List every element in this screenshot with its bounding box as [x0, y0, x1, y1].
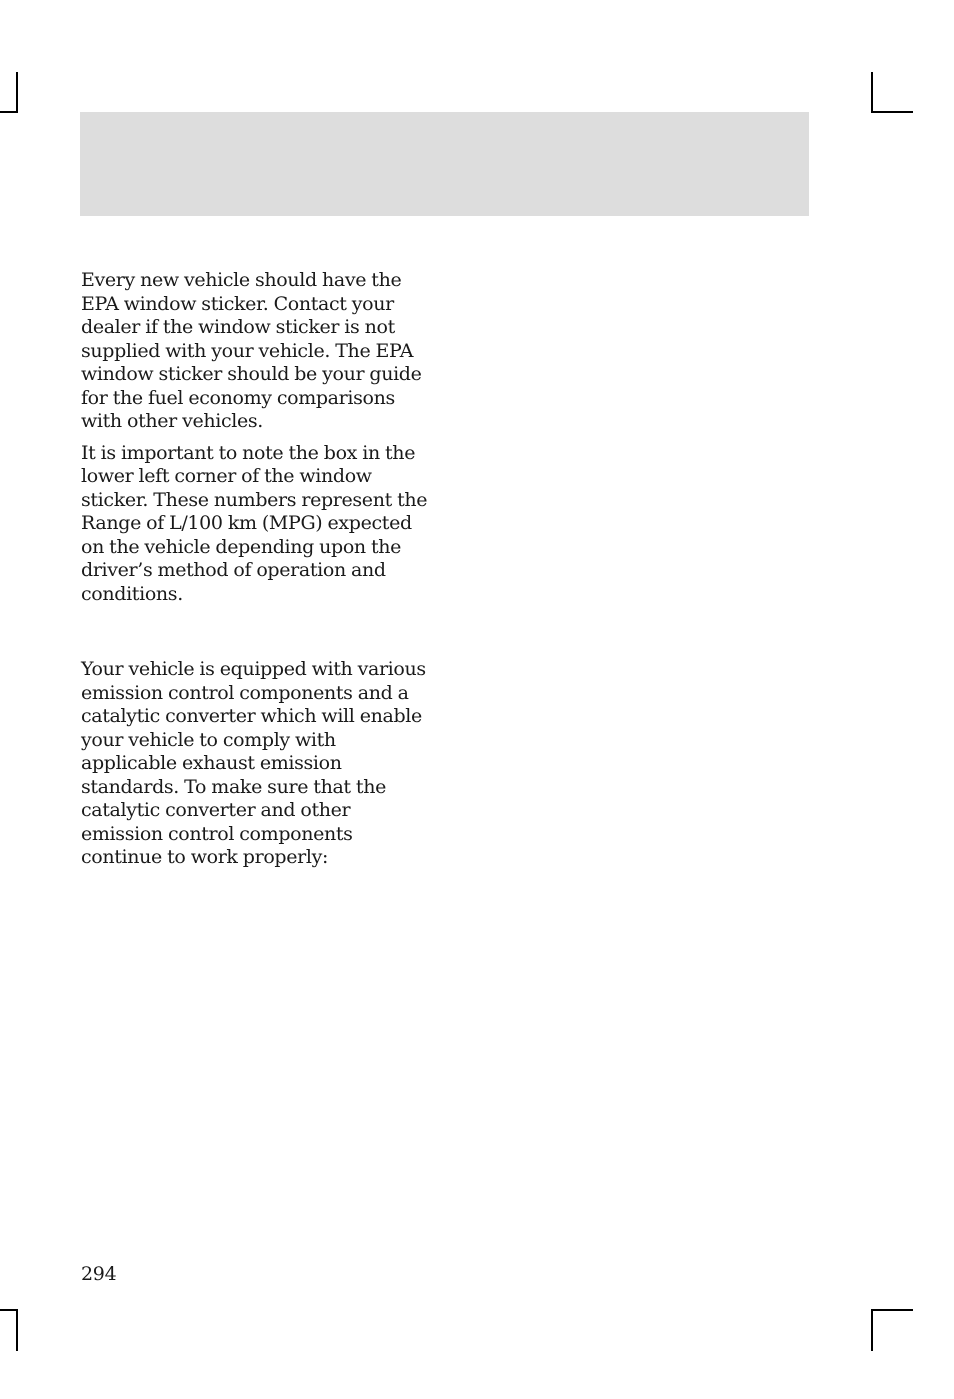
crop-mark-top-right-horizontal	[871, 111, 913, 113]
paragraph-epa-sticker: Every new vehicle should have the EPA window sticker. Contact your dealer if the window sticker is not supplied with your vehicle. The EPA window sticker should be your guide for the fuel economy comparisons with other vehicles.	[81, 269, 422, 432]
header-bar	[80, 112, 809, 216]
crop-mark-top-right-vertical	[871, 72, 873, 113]
paragraph-emission-control: Your vehicle is equipped with various emission control components and a catalytic converter which will enable your vehicle to comply with applicable exhaust emission standards. To make sure that the catalytic converter and other emission control components continue to work properly:	[81, 658, 426, 868]
crop-mark-bottom-right-vertical	[871, 1309, 873, 1351]
page-number: 294	[81, 1263, 117, 1285]
paragraph-window-sticker-box: It is important to note the box in the lower left corner of the window sticker. These numbers represent the Range of L/100 km (MPG) expected on the vehicle depending upon the driver’s method of operation and conditions.	[81, 441, 428, 605]
crop-mark-bottom-left-vertical	[16, 1309, 18, 1351]
crop-mark-top-left-vertical	[16, 72, 18, 113]
text-column	[81, 269, 431, 870]
crop-mark-top-left-horizontal	[0, 111, 18, 113]
crop-mark-bottom-right-horizontal	[871, 1309, 913, 1311]
